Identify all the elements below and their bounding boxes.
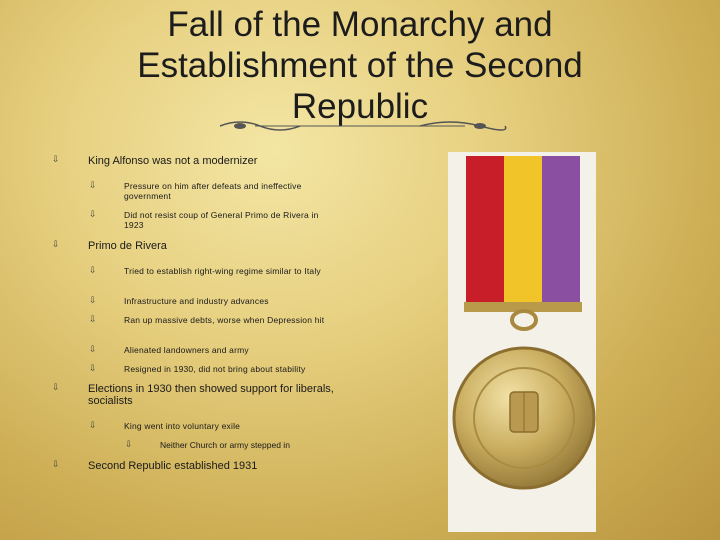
bullet-text: King Alfonso was not a modernizer	[88, 155, 258, 167]
bullet-text: Did not resist coup of General Primo de Rivera in 1923	[124, 210, 319, 230]
bullet-text: Alienated landowners and army	[124, 345, 249, 355]
bullet-1a	[89, 181, 339, 201]
down-arrow-bullet-icon: ⇩	[89, 296, 97, 306]
bullet-1	[52, 155, 348, 167]
bullet-text: Pressure on him after defeats and ineffective government	[124, 181, 302, 201]
bullet-text: Neither Church or army stepped in	[160, 440, 290, 450]
slide-title: Fall of the Monarchy and Establishment of the Second Republic	[137, 5, 583, 126]
bullet-2	[52, 240, 348, 252]
down-arrow-bullet-icon: ⇩	[89, 266, 97, 276]
bullet-2c	[89, 315, 339, 325]
down-arrow-bullet-icon: ⇩	[89, 345, 97, 355]
bullet-text: Infrastructure and industry advances	[124, 296, 269, 306]
bullet-2e	[89, 364, 339, 374]
bullet-4	[52, 460, 348, 472]
bullet-text: Primo de Rivera	[88, 240, 167, 252]
bullet-text: Resigned in 1930, did not bring about stability	[124, 364, 306, 374]
bullet-2d	[89, 345, 339, 355]
down-arrow-bullet-icon: ⇩	[52, 155, 60, 165]
republic-medal-image	[448, 152, 596, 532]
bullet-2b	[89, 296, 339, 306]
down-arrow-bullet-icon: ⇩	[89, 364, 97, 374]
bullet-text: King went into voluntary exile	[124, 421, 241, 431]
down-arrow-bullet-icon: ⇩	[52, 240, 60, 250]
ornament-icon	[210, 118, 510, 134]
down-arrow-bullet-icon: ⇩	[89, 421, 97, 431]
down-arrow-bullet-icon: ⇩	[52, 383, 60, 393]
down-arrow-bullet-icon: ⇩	[52, 460, 60, 470]
bullet-text: Second Republic established 1931	[88, 460, 258, 472]
down-arrow-bullet-icon: ⇩	[125, 440, 133, 450]
bullet-3a1	[125, 440, 290, 450]
bullet-2a	[89, 266, 339, 276]
bullet-text: Elections in 1930 then showed support for liberals, socialists	[88, 383, 334, 407]
down-arrow-bullet-icon: ⇩	[89, 181, 97, 191]
bullet-1b	[89, 210, 339, 230]
down-arrow-bullet-icon: ⇩	[89, 210, 97, 220]
bullet-3	[52, 383, 348, 407]
down-arrow-bullet-icon: ⇩	[89, 315, 97, 325]
bullet-text: Tried to establish right-wing regime similar to Italy	[124, 266, 321, 276]
bullet-3a	[89, 421, 339, 431]
bullet-text: Ran up massive debts, worse when Depression hit	[124, 315, 325, 325]
